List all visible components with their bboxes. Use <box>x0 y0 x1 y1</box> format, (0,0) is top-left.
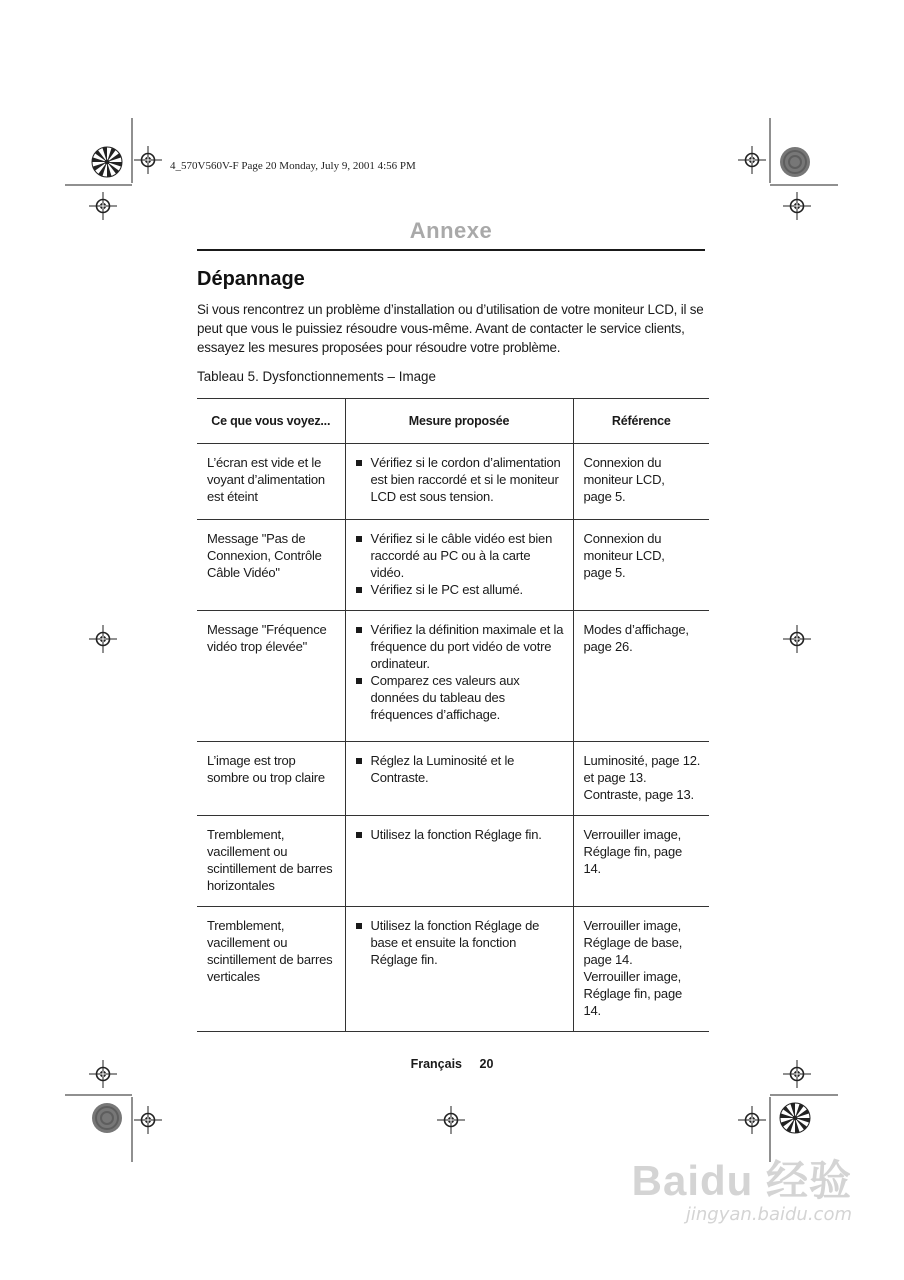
reference-cell: Connexion du moniteur LCD, page 5. <box>573 444 709 520</box>
symptom-cell: L’image est trop sombre ou trop claire <box>197 742 345 816</box>
footer-language: Français <box>410 1057 463 1071</box>
measure-item: Vérifiez si le câble vidéo est bien raccordé au PC ou à la carte vidéo. <box>356 530 565 581</box>
reference-cell: Verrouiller image, Réglage de base, page 14. Verrouiller image, Réglage fin, page 14. <box>573 907 709 1032</box>
reference-cell: Connexion du moniteur LCD, page 5. <box>573 520 709 611</box>
measure-item: Comparez ces valeurs aux données du tableau des fréquences d’affichage. <box>356 672 565 723</box>
measure-item: Vérifiez si le cordon d’alimentation est bien raccordé et si le moniteur LCD est sous tension. <box>356 454 565 505</box>
watermark <box>632 1148 852 1225</box>
symptom-cell: Message "Pas de Connexion, Contrôle Câble Vidéo" <box>197 520 345 611</box>
baidu-logo: Baidu 经验 <box>631 1157 852 1204</box>
column-header: Référence <box>573 399 709 444</box>
table-caption: Tableau 5. Dysfonctionnements – Image <box>197 369 436 384</box>
column-header: Mesure proposée <box>345 399 573 444</box>
reference-cell: Luminosité, page 12. et page 13. Contraste, page 13. <box>573 742 709 816</box>
watermark-url: jingyan.baidu.com <box>685 1204 852 1225</box>
intro-paragraph: Si vous rencontrez un problème d’installation ou d’utilisation de votre moniteur LCD, il se peut que vous le puissiez résoudre vous-même. Avant de contacter le service clients, essayez les mesures proposées pour résoudre votre problème. <box>197 302 704 355</box>
reference-cell: Modes d’affichage, page 26. <box>573 611 709 742</box>
reference-cell: Verrouiller image, Réglage fin, page 14. <box>573 816 709 907</box>
symptom-cell: Tremblement, vacillement ou scintillement de barres horizontales <box>197 816 345 907</box>
section-header: Annexe <box>409 218 493 243</box>
symptom-cell: Tremblement, vacillement ou scintillement de barres verticales <box>197 907 345 1032</box>
measure-item: Réglez la Luminosité et le Contraste. <box>356 752 565 786</box>
page-title: Dépannage <box>197 268 305 290</box>
page-number: 20 <box>479 1057 494 1071</box>
measure-item: Vérifiez la définition maximale et la fréquence du port vidéo de votre ordinateur. <box>356 621 565 672</box>
column-header: Ce que vous voyez... <box>197 399 345 444</box>
symptom-cell: L’écran est vide et le voyant d’alimentation est éteint <box>197 444 345 520</box>
print-header: 4_570V560V-F Page 20 Monday, July 9, 2001 4:56 PM <box>170 160 416 172</box>
measure-item: Utilisez la fonction Réglage fin. <box>356 826 565 843</box>
measure-item: Utilisez la fonction Réglage de base et ensuite la fonction Réglage fin. <box>356 917 565 968</box>
symptom-cell: Message "Fréquence vidéo trop élevée" <box>197 611 345 742</box>
measure-item: Vérifiez si le PC est allumé. <box>356 581 565 598</box>
